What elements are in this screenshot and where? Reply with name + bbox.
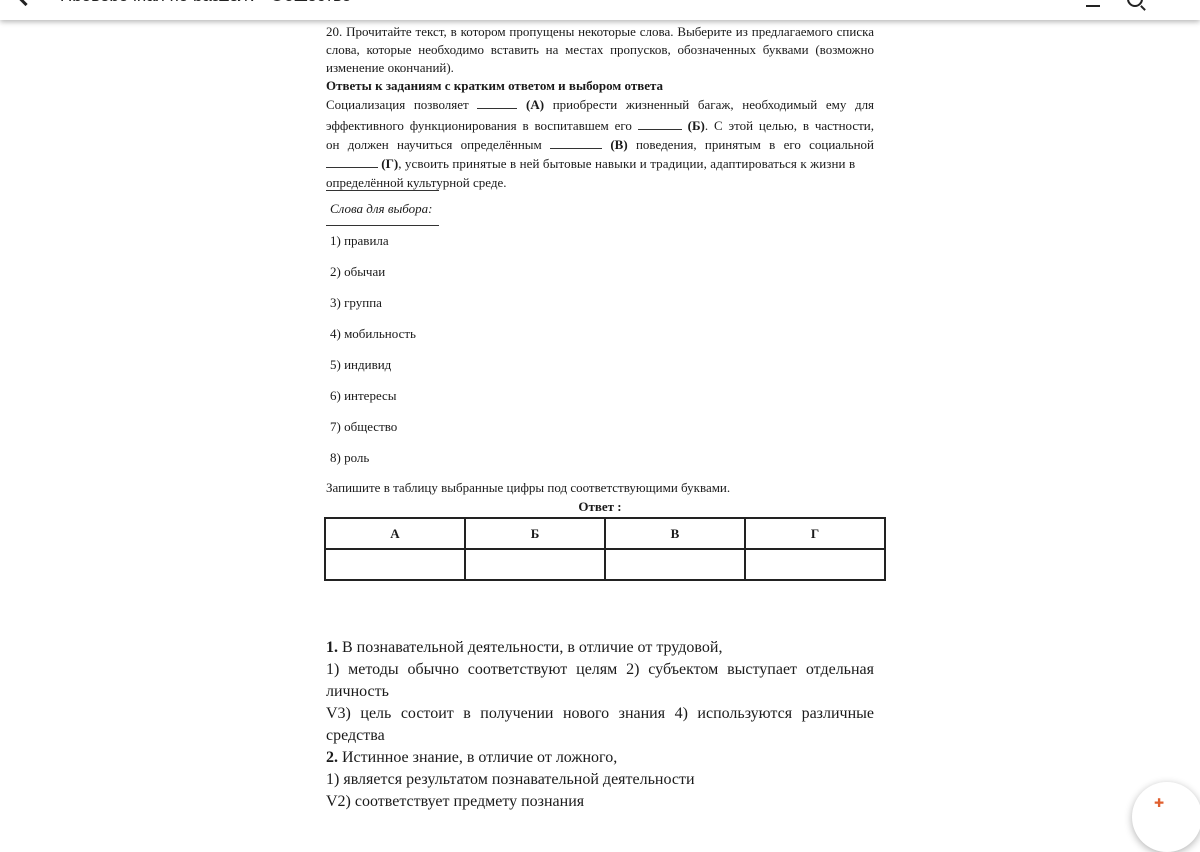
text-rule xyxy=(326,190,439,191)
plus-icon: ✚ xyxy=(1154,796,1165,810)
floating-action-button[interactable] xyxy=(1132,782,1200,852)
label-a: (А) xyxy=(526,97,545,112)
header-title xyxy=(60,0,400,1)
table-header-a: А xyxy=(325,518,465,549)
table-header-b: Б xyxy=(465,518,605,549)
table-header-row xyxy=(325,518,885,549)
task-text-line-3: он должен научиться определённым (В) поведения, принятым в его социальной xyxy=(326,137,875,152)
question-1-number: 1. xyxy=(326,639,338,656)
back-arrow-icon[interactable] xyxy=(15,0,36,6)
word-option: 3) группа xyxy=(330,295,382,310)
word-option: 4) мобильность xyxy=(330,326,416,341)
question-2 xyxy=(326,747,874,769)
table-answer-row xyxy=(325,549,885,580)
words-list-title: Слова для выбора: xyxy=(330,201,433,216)
app-header xyxy=(0,0,1200,20)
task-20-line-1: 20. Прочитайте текст, в котором пропущены некоторые слова. Выберите из предлагаемого списка xyxy=(326,24,874,39)
question-1-option-1-cont: личность xyxy=(326,683,389,700)
question-2-option-1: 1) является результатом познавательной деятельности xyxy=(326,771,695,788)
answer-cell xyxy=(465,549,605,580)
search-icon[interactable] xyxy=(1127,0,1143,7)
question-2-option-2: V2) соответствует предмету познания xyxy=(326,793,585,810)
task-20-line-2: слова, которые необходимо вставить на местах пропусков, обозначенных буквами (возможно xyxy=(326,42,874,57)
question-1-option-3: V3) цель состоит в получении нового знания 4) используются различные xyxy=(326,705,874,722)
word-option: 7) общество xyxy=(330,419,398,434)
answer-table xyxy=(324,517,886,581)
word-option: 8) роль xyxy=(330,450,370,465)
word-option: 1) правила xyxy=(330,233,389,248)
table-header-g: Г xyxy=(745,518,885,549)
question-1-option-1: 1) методы обычно соответствуют целям 2) субъектом выступает отдельная xyxy=(326,661,874,678)
word-option: 2) обычаи xyxy=(330,264,386,279)
words-title-rule xyxy=(326,225,439,226)
task-text-line-4: (Г), усвоить принятые в ней бытовые навыки и традиции, адаптироваться к жизни в xyxy=(326,155,874,173)
blank-a xyxy=(477,97,517,109)
word-option: 6) интересы xyxy=(330,388,397,403)
blank-v xyxy=(550,137,602,149)
answer-cell xyxy=(745,549,885,580)
task-text-line-2: эффективного функционирования в воспитавшем его (Б). С этой целью, в частности, xyxy=(326,118,875,133)
section-title: Ответы к заданиям с кратким ответом и выбором ответа xyxy=(326,78,664,93)
label-b: (Б) xyxy=(687,118,705,133)
word-option: 5) индивид xyxy=(330,357,392,372)
question-2-text: Истинное знание, в отличие от ложного, xyxy=(338,749,618,766)
label-v: (В) xyxy=(610,137,628,152)
answer-cell xyxy=(605,549,745,580)
table-header-v: В xyxy=(605,518,745,549)
task-text-line-1: Социализация позволяет (А) приобрести жизненный багаж, необходимый ему для xyxy=(326,97,875,112)
label-g: (Г) xyxy=(381,156,399,171)
blank-g xyxy=(326,156,378,168)
table-instruction: Запишите в таблицу выбранные цифры под соответствующими буквами. xyxy=(326,480,731,495)
question-1-option-3-cont: средства xyxy=(326,727,385,744)
menu-icon[interactable] xyxy=(1086,0,1100,7)
question-1 xyxy=(326,637,874,659)
answer-label: Ответ : xyxy=(578,499,622,514)
task-text-line-5: определённой культурной среде. xyxy=(326,175,507,190)
blank-b xyxy=(638,118,682,130)
question-1-text: В познавательной деятельности, в отличие от трудовой, xyxy=(338,639,723,656)
question-2-number: 2. xyxy=(326,749,338,766)
answer-cell xyxy=(325,549,465,580)
task-20-line-3: изменение окончаний). xyxy=(326,60,454,75)
